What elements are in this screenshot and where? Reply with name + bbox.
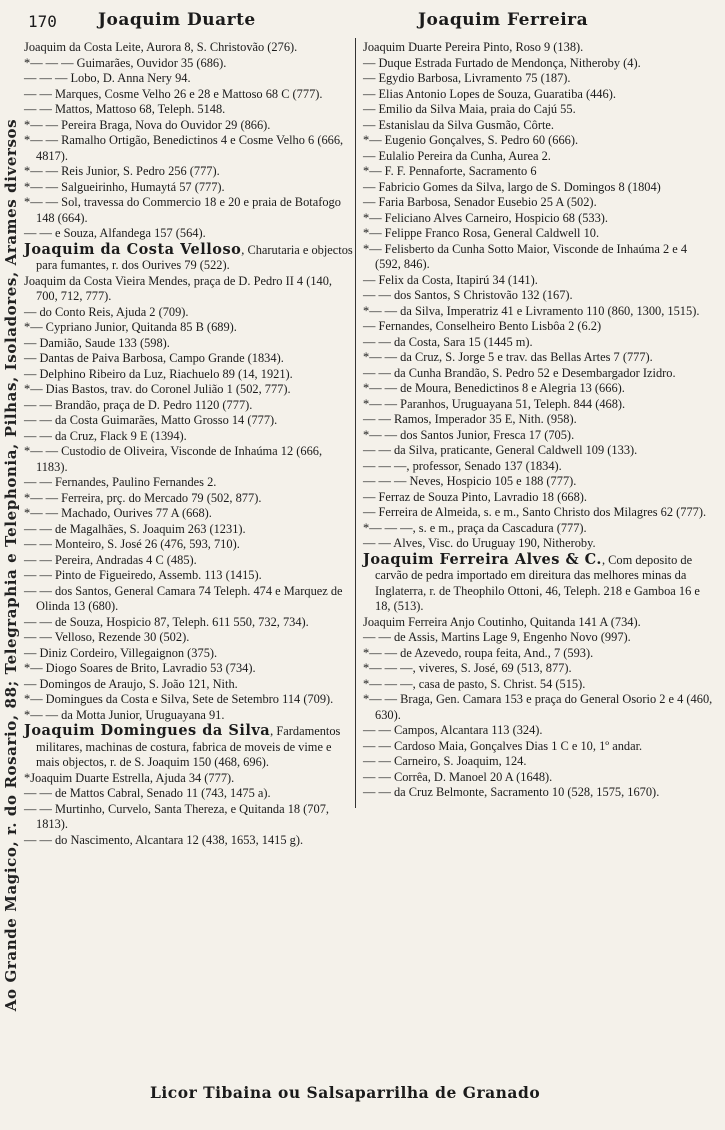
directory-entry (361, 180, 713, 196)
entry-text: *— — da Motta Junior, Uruguayana 91. (24, 707, 225, 722)
directory-entry (22, 164, 355, 180)
entry-text: Joaquim Duarte Pereira Pinto, Roso 9 (138). (363, 40, 584, 54)
directory-entry (22, 305, 355, 321)
entry-text: — — de Assis, Martins Lage 9, Engenho Novo (997). (363, 630, 631, 644)
entry-text: — — —, professor, Senado 137 (1834). (363, 458, 562, 473)
directory-entry (22, 429, 355, 445)
entry-text: — Fernandes, Conselheiro Bento Lisbôa 2 (6.2) (363, 319, 602, 333)
directory-entry (361, 754, 713, 770)
directory-entry (22, 320, 355, 336)
directory-entry (22, 413, 355, 429)
entry-text: — Diniz Cordeiro, Villegaignon (375). (24, 645, 218, 660)
directory-entry (22, 180, 355, 196)
directory-entry (22, 242, 355, 274)
entry-text: *— Felisberto da Cunha Sotto Maior, Visconde de Inhaúma 2 e 4 (592, 846). (363, 241, 688, 271)
directory-entry (361, 195, 713, 211)
directory-entry (361, 273, 713, 289)
directory-entry (361, 739, 713, 755)
right-column (361, 40, 713, 801)
directory-entry (361, 56, 713, 72)
directory-entry (361, 443, 713, 459)
directory-entry (361, 770, 713, 786)
entry-text: *— Diogo Soares de Brito, Lavradio 53 (734). (24, 661, 256, 675)
entry-text: *— — — Guimarães, Ouvidor 35 (686). (24, 55, 227, 70)
directory-entry (22, 723, 355, 771)
directory-entry (361, 242, 713, 273)
directory-entry (22, 630, 355, 646)
entry-text: , Com deposito de carvão de pedra importado em direitura das melhores minas da Inglaterra, r. de Theophilo Ottoni, 46, Teleph. 218 e Gamboa 16 e 18, (513). (375, 552, 700, 613)
directory-entry (361, 646, 713, 662)
entry-text: *— Feliciano Alves Carneiro, Hospicio 68 (533). (363, 210, 609, 225)
entry-text: — — de Mattos Cabral, Senado 11 (743, 1475 a). (24, 786, 271, 800)
entry-text: — — e Souza, Alfandega 157 (564). (24, 226, 206, 240)
entry-text: — Ferreira de Almeida, s. e m., Santo Christo dos Milagres 62 (777). (363, 505, 707, 519)
entry-text: Joaquim Ferreira Anjo Coutinho, Quitanda 141 A (734). (363, 614, 641, 629)
entry-text: *— — Custodio de Oliveira, Visconde de Inhaúma 12 (666, 1183). (24, 444, 323, 474)
entry-text: — Fabricio Gomes da Silva, largo de S. Domingos 8 (1804) (363, 179, 661, 194)
entry-heading-name: Joaquim da Costa Velloso (24, 240, 242, 258)
directory-entry (361, 288, 713, 304)
directory-entry (361, 118, 713, 134)
entry-text: — — do Nascimento, Alcantara 12 (438, 1653, 1415 g). (24, 832, 304, 847)
entry-text: *— — Pereira Braga, Nova do Ouvidor 29 (866). (24, 117, 271, 132)
directory-entry (361, 785, 713, 801)
directory-entry (22, 771, 355, 787)
directory-entry (22, 661, 355, 677)
entry-text: — Felix da Costa, Itapirú 34 (141). (363, 272, 538, 287)
directory-entry (361, 102, 713, 118)
directory-entry (22, 475, 355, 491)
entry-text: — — Cardoso Maia, Gonçalves Dias 1 C e 10, 1º andar. (363, 738, 643, 753)
directory-entry (361, 164, 713, 180)
entry-text: *— — Ferreira, prç. do Mercado 79 (502, 877). (24, 490, 262, 505)
page-footer-advertisement: Licor Tibaina ou Salsaparrilha de Granado (150, 1083, 541, 1102)
entry-text: *— Domingues da Costa e Silva, Sete de Setembro 114 (709). (24, 692, 334, 706)
entry-text: — — — Lobo, D. Anna Nery 94. (24, 71, 191, 85)
entry-text: *— — Sol, travessa do Commercio 18 e 20 e praia de Botafogo 148 (664). (24, 195, 341, 225)
directory-entry (22, 677, 355, 693)
page-number: 170 (28, 12, 57, 31)
directory-entry (361, 474, 713, 490)
entry-text: — — Velloso, Rezende 30 (502). (24, 630, 190, 644)
directory-entry (361, 40, 713, 56)
entry-text: *— F. F. Pennaforte, Sacramento 6 (363, 164, 537, 178)
entry-text: — — Monteiro, S. José 26 (476, 593, 710). (24, 537, 240, 551)
entry-text: — — da Costa, Sara 15 (1445 m). (363, 334, 533, 349)
page-header (28, 6, 718, 32)
directory-entry (361, 350, 713, 366)
entry-text: *— Dias Bastos, trav. do Coronel Julião 1 (502, 777). (24, 382, 291, 396)
entry-text: *— — Reis Junior, S. Pedro 256 (777). (24, 164, 220, 178)
directory-entry (22, 195, 355, 226)
entry-text: *— — —, casa de pasto, S. Christ. 54 (515). (363, 676, 586, 691)
directory-entry (22, 444, 355, 475)
directory-entry (22, 226, 355, 242)
directory-entry (22, 553, 355, 569)
directory-entry (361, 335, 713, 351)
directory-entry (22, 336, 355, 352)
directory-entry (361, 304, 713, 320)
entry-text: — — Fernandes, Paulino Fernandes 2. (24, 475, 217, 489)
entry-text: — — dos Santos, S Christovão 132 (167). (363, 288, 573, 302)
entry-text: *— — Ramalho Ortigão, Benedictinos 4 e Cosme Velho 6 (666, 4817). (24, 133, 344, 163)
directory-entry (22, 351, 355, 367)
entry-text: *— Cypriano Junior, Quitanda 85 B (689). (24, 320, 237, 334)
entry-heading-name: Joaquim Ferreira Alves & C. (363, 550, 602, 568)
directory-entry (22, 382, 355, 398)
directory-entry (22, 491, 355, 507)
entry-text: — — Pinto de Figueiredo, Assemb. 113 (1415). (24, 568, 262, 582)
entry-text: — do Conto Reis, Ajuda 2 (709). (24, 304, 189, 319)
directory-entry (22, 71, 355, 87)
directory-entry (361, 319, 713, 335)
entry-text: — Elias Antonio Lopes de Souza, Guaratiba (446). (363, 86, 616, 101)
entry-text: *— — Braga, Gen. Camara 153 e praça do General Osorio 2 e 4 (460, 630). (363, 692, 713, 722)
directory-entry (22, 40, 355, 56)
directory-entry (361, 428, 713, 444)
entry-text: — Domingos de Araujo, S. João 121, Nith. (24, 676, 238, 691)
entry-text: — — Campos, Alcantara 113 (324). (363, 723, 543, 737)
entry-text: — Eulalio Pereira da Cunha, Aurea 2. (363, 148, 551, 163)
entry-text: — Estanislau da Silva Gusmão, Côrte. (363, 117, 554, 132)
directory-entry (361, 381, 713, 397)
entry-text: *— — de Azevedo, roupa feita, And., 7 (593). (363, 645, 594, 660)
directory-entry (22, 584, 355, 615)
entry-text: — — Mattos, Mattoso 68, Teleph. 5148. (24, 102, 226, 116)
directory-entry (22, 274, 355, 305)
entry-text: — — de Magalhães, S. Joaquim 263 (1231). (24, 521, 246, 536)
directory-entry (22, 118, 355, 134)
directory-entry (361, 397, 713, 413)
entry-text: — Egydio Barbosa, Livramento 75 (187). (363, 71, 571, 85)
entry-text: , Charutaria e objectos para fumantes, r. dos Ourives 79 (522). (36, 242, 353, 272)
directory-entry (361, 661, 713, 677)
entry-text: *— — Machado, Ourives 77 A (668). (24, 506, 212, 520)
entry-text: — Damião, Saude 133 (598). (24, 335, 170, 350)
directory-entry (22, 615, 355, 631)
entry-text: *— — Paranhos, Uruguayana 51, Teleph. 844 (468). (363, 396, 626, 411)
directory-entry (361, 692, 713, 723)
entry-text: — — Murtinho, Curvelo, Santa Thereza, e Quitanda 18 (707, 1813). (24, 801, 329, 831)
entry-text: — Emilio da Silva Maia, praia do Cajú 55. (363, 102, 576, 116)
directory-entry (22, 646, 355, 662)
directory-entry (22, 506, 355, 522)
entry-text: — — Alves, Visc. do Uruguay 190, Nitheroby. (363, 536, 596, 550)
entry-text: — — Corrêa, D. Manoel 20 A (1648). (363, 769, 553, 784)
directory-entry (361, 412, 713, 428)
directory-entry (22, 87, 355, 103)
entry-text: — Delphino Ribeiro da Luz, Riachuelo 89 (14, 1921). (24, 366, 293, 381)
directory-entry (361, 536, 713, 552)
directory-entry (361, 366, 713, 382)
directory-entry (22, 692, 355, 708)
entry-text: *— — dos Santos Junior, Fresca 17 (705). (363, 427, 575, 442)
entry-text: — — da Costa Guimarães, Matto Grosso 14 (777). (24, 413, 278, 427)
entry-text: — Duque Estrada Furtado de Mendonça, Nitheroby (4). (363, 55, 641, 70)
directory-entry (361, 87, 713, 103)
entry-text: — — Ramos, Imperador 35 E, Nith. (958). (363, 412, 577, 426)
directory-entry (22, 568, 355, 584)
directory-entry (22, 708, 355, 724)
directory-entry (361, 71, 713, 87)
directory-entry (361, 226, 713, 242)
left-column (22, 40, 355, 848)
directory-entry (22, 833, 355, 849)
entry-text: *— Felippe Franco Rosa, General Caldwell 10. (363, 226, 600, 240)
entry-text: — — Carneiro, S. Joaquim, 124. (363, 754, 527, 768)
entry-text: — — da Cunha Brandão, S. Pedro 52 e Desembargador Izidro. (363, 365, 676, 380)
entry-text: *— Eugenio Gonçalves, S. Pedro 60 (666). (363, 133, 579, 147)
directory-entry (22, 398, 355, 414)
directory-entry (361, 211, 713, 227)
entry-text: *— — —, viveres, S. José, 69 (513, 877). (363, 661, 572, 675)
side-advertisement (0, 20, 22, 1110)
entry-text: — — Marques, Cosme Velho 26 e 28 e Mattoso 68 C (777). (24, 86, 323, 101)
column-divider (355, 38, 356, 808)
entry-text: *Joaquim Duarte Estrella, Ajuda 34 (777). (24, 770, 235, 785)
entry-heading-name: Joaquim Domingues da Silva (24, 722, 271, 739)
directory-entry (361, 677, 713, 693)
directory-entry (22, 133, 355, 164)
entry-text: — — dos Santos, General Camara 74 Teleph. 474 e Marquez de Olinda 13 (680). (24, 583, 343, 613)
entry-text: — — Pereira, Andradas 4 C (485). (24, 552, 197, 567)
directory-entry (361, 552, 713, 615)
entry-text: — Dantas de Paiva Barbosa, Campo Grande (1834). (24, 351, 284, 365)
directory-entry (22, 786, 355, 802)
directory-entry (22, 102, 355, 118)
entry-text: — — da Silva, praticante, General Caldwell 109 (133). (363, 443, 638, 457)
entry-text: *— — Salgueirinho, Humaytá 57 (777). (24, 179, 225, 194)
right-column-heading: Joaquim Ferreira (418, 10, 589, 30)
entry-text: — Faria Barbosa, Senador Eusebio 25 A (502). (363, 195, 597, 209)
entry-text: — Ferraz de Souza Pinto, Lavradio 18 (668). (363, 489, 588, 504)
entry-text: *— — de Moura, Benedictinos 8 e Alegria 13 (666). (363, 381, 625, 395)
entry-text: Joaquim da Costa Leite, Aurora 8, S. Christovão (276). (24, 40, 298, 54)
directory-entry (361, 723, 713, 739)
directory-entry (22, 537, 355, 553)
entry-text: — — de Souza, Hospicio 87, Teleph. 611 550, 732, 734). (24, 614, 309, 629)
directory-entry (361, 505, 713, 521)
entry-text: *— — —, s. e m., praça da Cascadura (777). (363, 520, 587, 535)
directory-entry (22, 522, 355, 538)
directory-entry (361, 459, 713, 475)
entry-text: — — da Cruz, Flack 9 E (1394). (24, 428, 187, 443)
entry-text: *— — da Silva, Imperatriz 41 e Livramento 110 (860, 1300, 1515). (363, 303, 700, 318)
directory-entry (361, 630, 713, 646)
directory-entry (22, 802, 355, 833)
entry-text: — — da Cruz Belmonte, Sacramento 10 (528, 1575, 1670). (363, 785, 660, 799)
directory-entry (361, 490, 713, 506)
directory-entry (361, 615, 713, 631)
entry-text: , Fardamentos militares, machinas de costura, fabrica de moveis de vime e mais objectos, r. de S. Joaquim 150 (468, 696). (36, 724, 341, 769)
entry-text: *— — da Cruz, S. Jorge 5 e trav. das Bellas Artes 7 (777). (363, 350, 653, 364)
directory-entry (361, 521, 713, 537)
side-advertisement-text: Ao Grande Magico, r. do Rosario, 88; Telegraphia e Telephonia, Pilhas, Isoladores, Arames diversos (2, 118, 20, 1012)
entry-text: — — — Neves, Hospicio 105 e 188 (777). (363, 474, 577, 488)
entry-text: Joaquim da Costa Vieira Mendes, praça de D. Pedro II 4 (140, 700, 712, 777). (24, 273, 333, 303)
directory-entry (22, 56, 355, 72)
entry-text: — — Brandão, praça de D. Pedro 1120 (777). (24, 397, 253, 412)
directory-entry (361, 133, 713, 149)
directory-entry (361, 149, 713, 165)
left-column-heading: Joaquim Duarte (98, 10, 256, 30)
directory-entry (22, 367, 355, 383)
